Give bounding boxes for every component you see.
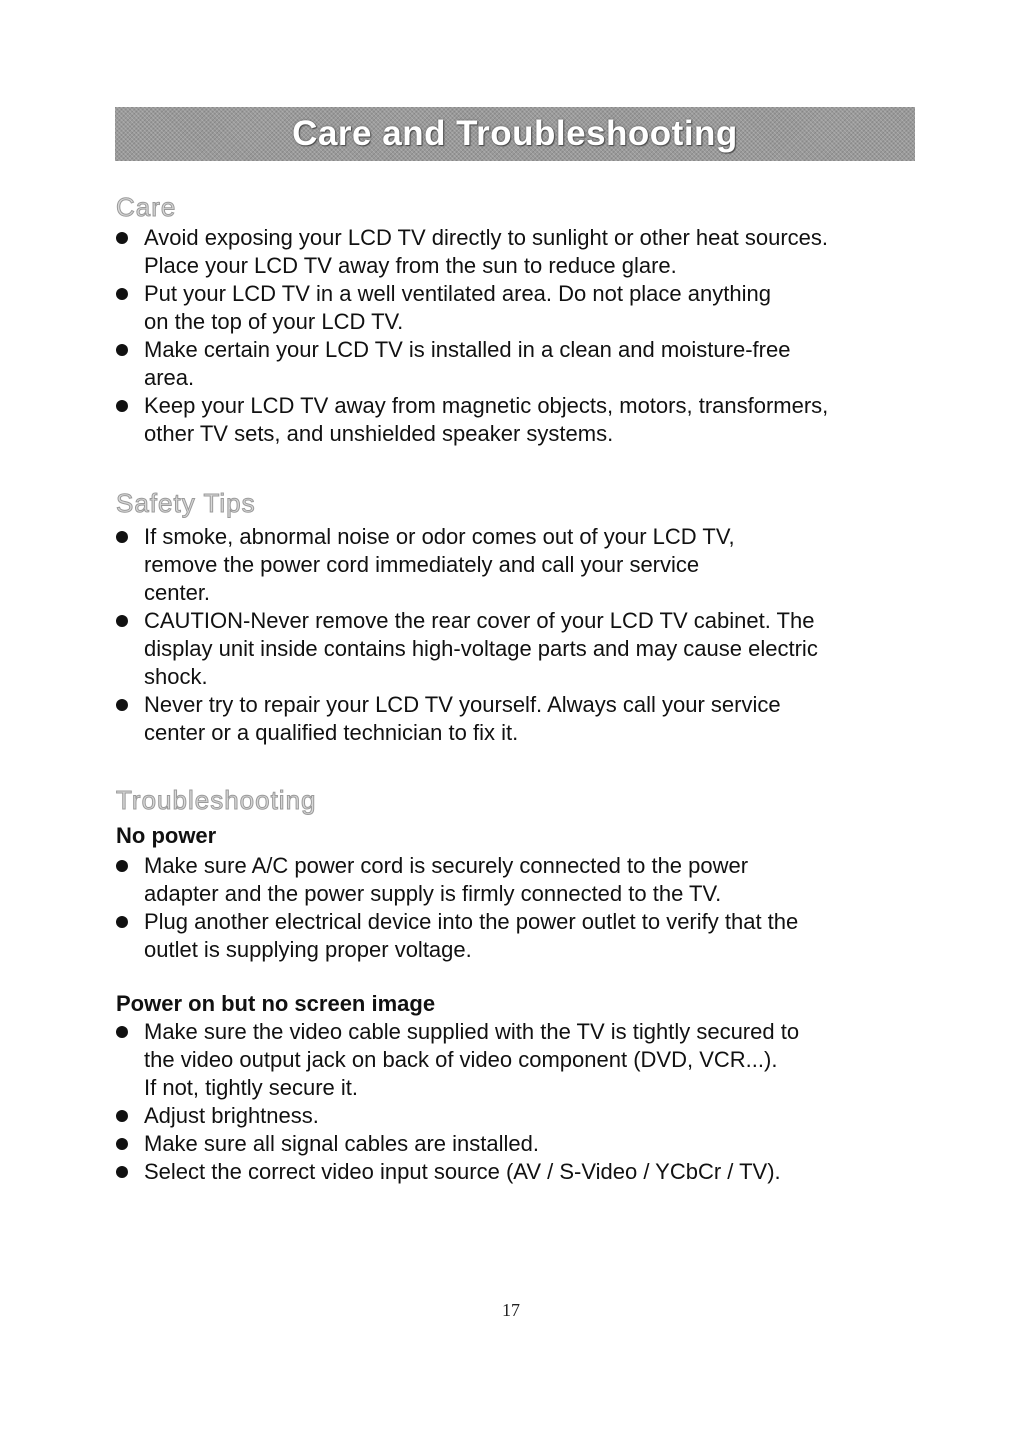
text-line: Avoid exposing your LCD TV directly to sunlight or other heat sources. (144, 225, 828, 250)
bullet-icon (116, 1166, 128, 1178)
text-line: CAUTION-Never remove the rear cover of your LCD TV cabinet. The (144, 608, 815, 633)
bullet-icon (116, 288, 128, 300)
page-title: Care and Troubleshooting (292, 114, 738, 153)
bullet-icon (116, 1026, 128, 1038)
text-line: adapter and the power supply is firmly connected to the TV. (144, 881, 722, 906)
bullet-icon (116, 1138, 128, 1150)
bullet-icon (116, 344, 128, 356)
text-line: outlet is supplying proper voltage. (144, 937, 472, 962)
bullet-icon (116, 232, 128, 244)
text-line: If smoke, abnormal noise or odor comes out of your LCD TV, (144, 524, 735, 549)
text-line: Make certain your LCD TV is installed in a clean and moisture-free (144, 337, 791, 362)
troubleshooting-heading: Troubleshooting (116, 785, 317, 815)
safety-heading: Safety Tips (116, 488, 256, 518)
bullet-icon (116, 400, 128, 412)
list-item (116, 1018, 906, 1102)
text-line: display unit inside contains high-voltage parts and may cause electric (144, 636, 818, 661)
no-power-subheading: No power (116, 823, 217, 848)
list-item (116, 1130, 906, 1158)
no-image-list (116, 1018, 906, 1186)
text-line: area. (144, 365, 195, 390)
text-line: Select the correct video input source (AV / S-Video / YCbCr / TV). (144, 1159, 781, 1184)
text-line: Make sure all signal cables are installed. (144, 1131, 539, 1156)
no-image-subheading: Power on but no screen image (116, 991, 436, 1016)
text-line: center or a qualified technician to fix it. (144, 720, 519, 745)
text-line: center. (144, 580, 211, 605)
text-line: other TV sets, and unshielded speaker systems. (144, 421, 614, 446)
bullet-icon (116, 699, 128, 711)
list-item (116, 607, 906, 691)
list-item (116, 392, 906, 448)
no-power-list (116, 852, 906, 964)
safety-list (116, 523, 906, 747)
text-line: remove the power cord immediately and call your service (144, 552, 700, 577)
list-item (116, 280, 906, 336)
text-line: Put your LCD TV in a well ventilated area. Do not place anything (144, 281, 771, 306)
list-item (116, 336, 906, 392)
text-line: Keep your LCD TV away from magnetic objects, motors, transformers, (144, 393, 829, 418)
text-line: the video output jack on back of video component (DVD, VCR...). (144, 1047, 778, 1072)
bullet-icon (116, 531, 128, 543)
text-line: If not, tightly secure it. (144, 1075, 358, 1100)
list-item (116, 1102, 906, 1130)
page-banner (115, 107, 915, 161)
text-line: Never try to repair your LCD TV yourself. Always call your service (144, 692, 781, 717)
text-line: Make sure the video cable supplied with the TV is tightly secured to (144, 1019, 800, 1044)
text-line: Adjust brightness. (144, 1103, 319, 1128)
care-list (116, 224, 906, 448)
care-heading: Care (116, 192, 177, 222)
text-line: Plug another electrical device into the power outlet to verify that the (144, 909, 799, 934)
list-item (116, 523, 906, 607)
bullet-icon (116, 615, 128, 627)
list-item (116, 224, 906, 280)
text-line: Make sure A/C power cord is securely connected to the power (144, 853, 749, 878)
list-item (116, 852, 906, 908)
text-line: on the top of your LCD TV. (144, 309, 404, 334)
list-item (116, 908, 906, 964)
bullet-icon (116, 916, 128, 928)
list-item (116, 691, 906, 747)
bullet-icon (116, 1110, 128, 1122)
list-item (116, 1158, 906, 1186)
text-line: shock. (144, 664, 208, 689)
bullet-icon (116, 860, 128, 872)
text-line: Place your LCD TV away from the sun to reduce glare. (144, 253, 677, 278)
page-number: 17 (502, 1300, 520, 1320)
